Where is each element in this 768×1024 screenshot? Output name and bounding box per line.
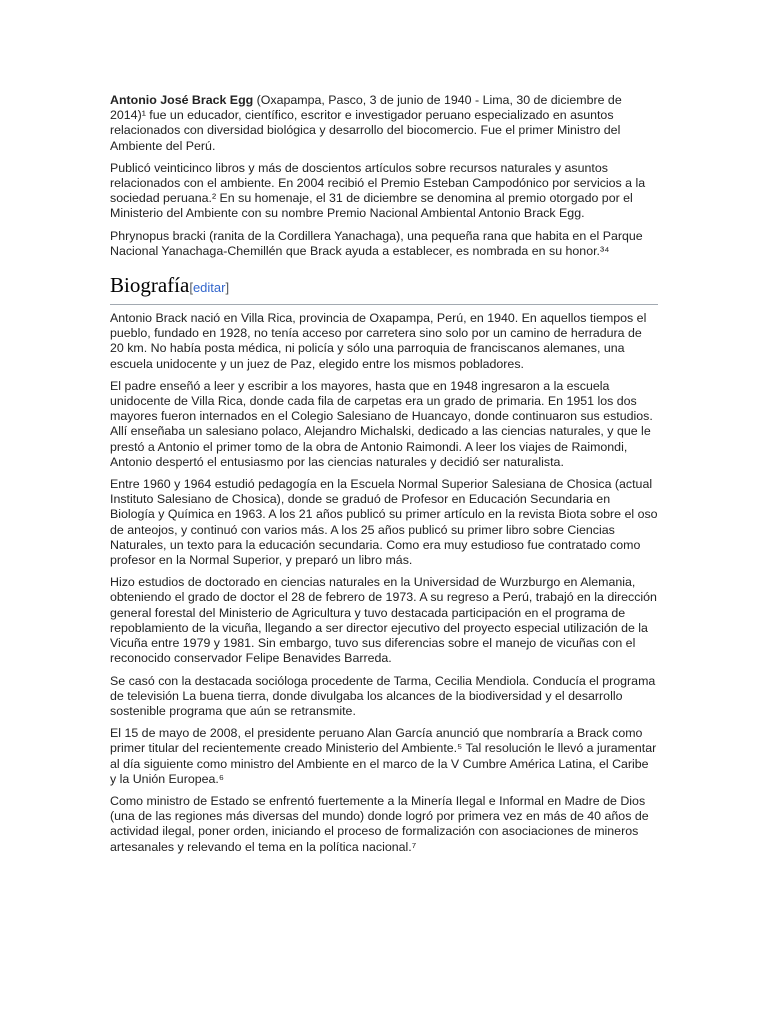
article-content [110, 93, 658, 862]
bio-paragraph: Se casó con la destacada socióloga procedente de Tarma, Cecilia Mendiola. Conducía el programa de televisión La buena tierra, donde divulgaba los alcances de la biodiversidad y el desarrollo sostenible programa que aún se retransmite. [110, 673, 656, 718]
bio-paragraph: El padre enseñó a leer y escribir a los mayores, hasta que en 1948 ingresaron a la escuela unidocente de Villa Rica, donde cada fila de carpetas era un grado de primaria. En 1951 los dos mayores fueron internados en el Colegio Salesiano de Huancayo, donde continuaron sus estudios. Allí enseñaba un salesiano polaco, Alejandro Michalski, dedicado a las ciencias naturales, y que le prestó a Antonio el primer tomo de la obra de Antonio Raimondi. A leer los viajes de Raimondi, Antonio despertó el entusiasmo por las ciencias naturales y decidió ser naturalista. [110, 378, 653, 469]
bio-paragraph: Como ministro de Estado se enfrentó fuertemente a la Minería Ilegal e Informal en Madre de Dios (una de las regiones más diversas del mundo) donde logró por primera vez en más de 40 años de actividad ilegal, poner orden, iniciando el proceso de formalización con asociaciones de mineros artesanales y relevando el tema en la política nacional.⁷ [110, 793, 649, 854]
section-heading-biografia [110, 271, 658, 305]
section-title: Biografía [110, 273, 190, 298]
bio-paragraph: Antonio Brack nació en Villa Rica, provincia de Oxapampa, Perú, en 1940. En aquellos tiempos el pueblo, fundado en 1928, no tenía acceso por carretera sino solo por un camino de herradura de 20 km. No había posta médica, ni policía y sólo una parroquia de franciscanos alemanes, una escuela unidocente y un juez de Paz, elegido entre los mismos pobladores. [110, 311, 647, 371]
intro-paragraph-1 [110, 93, 658, 154]
edit-bracket-close: ] [225, 280, 230, 296]
bio-paragraph: Hizo estudios de doctorado en ciencias naturales en la Universidad de Wurzburgo en Alemania, obteniendo el grado de doctor el 28 de febrero de 1973. A su regreso a Perú, trabajó en la dirección general forestal del Ministerio de Agricultura y tuvo destacada participación en el programa de repoblamiento de la vicuña, llegando a ser director ejecutivo del proyecto especial utilización de la Vicuña entre 1979 y 1981. Sin embargo, tuvo sus diferencias sobre el manejo de vicuñas con el reconocido conservador Felipe Benavides Barreda. [110, 575, 657, 666]
edit-bracket-open: [ [189, 280, 193, 296]
article-subject-name: Antonio José Brack Egg [110, 93, 254, 107]
bio-paragraph: Entre 1960 y 1964 estudió pedagogía en la Escuela Normal Superior Salesiana de Chosica (actual Instituto Salesiano de Chosica), donde se graduó de Profesor en Educación Secundaria en Biología y Química en 1963. A los 21 años publicó su primer artículo en la revista Biota sobre el oso de anteojos, y continuó con varios más. A los 25 años publicó su primer libro sobre Ciencias Naturales, un texto para la educación secundaria. Como era muy estudioso fue contratado como profesor en la Normal Superior, y preparó un libro más. [110, 477, 658, 568]
edit-section-link[interactable]: editar [192, 280, 226, 296]
intro-paragraph-2: Publicó veinticinco libros y más de doscientos artículos sobre recursos naturales y asuntos relacionados con el ambiente. En 2004 recibió el Premio Esteban Campodónico por servicios a la sociedad peruana.² En su homenaje, el 31 de diciembre se denomina al premio otorgado por el Ministerio del Ambiente con su nombre Premio Nacional Ambiental Antonio Brack Egg. [110, 160, 646, 221]
bio-paragraph: El 15 de mayo de 2008, el presidente peruano Alan García anunció que nombraría a Brack como primer titular del recientemente creado Ministerio del Ambiente.⁵ Tal resolución le llevó a juramentar al día siguiente como ministro del Ambiente en el marco de la V Cumbre América Latina, el Caribe y la Unión Europea.⁶ [110, 726, 657, 786]
intro-paragraph-3: Phrynopus bracki (ranita de la Cordillera Yanachaga), una pequeña rana que habita en el Parque Nacional Yanachaga-Chemillén que Brack ayuda a establecer, es nombrada en su honor.³⁴ [110, 228, 643, 258]
intro-paragraph-1-text: (Oxapampa, Pasco, 3 de junio de 1940 - Lima, 30 de diciembre de 2014)¹ fue un educador, científico, escritor e investigador peruano especializado en asuntos relacionados con diversidad biológica y desarrollo del biocomercio. Fue el primer Ministro del Ambiente del Perú. [110, 93, 622, 153]
